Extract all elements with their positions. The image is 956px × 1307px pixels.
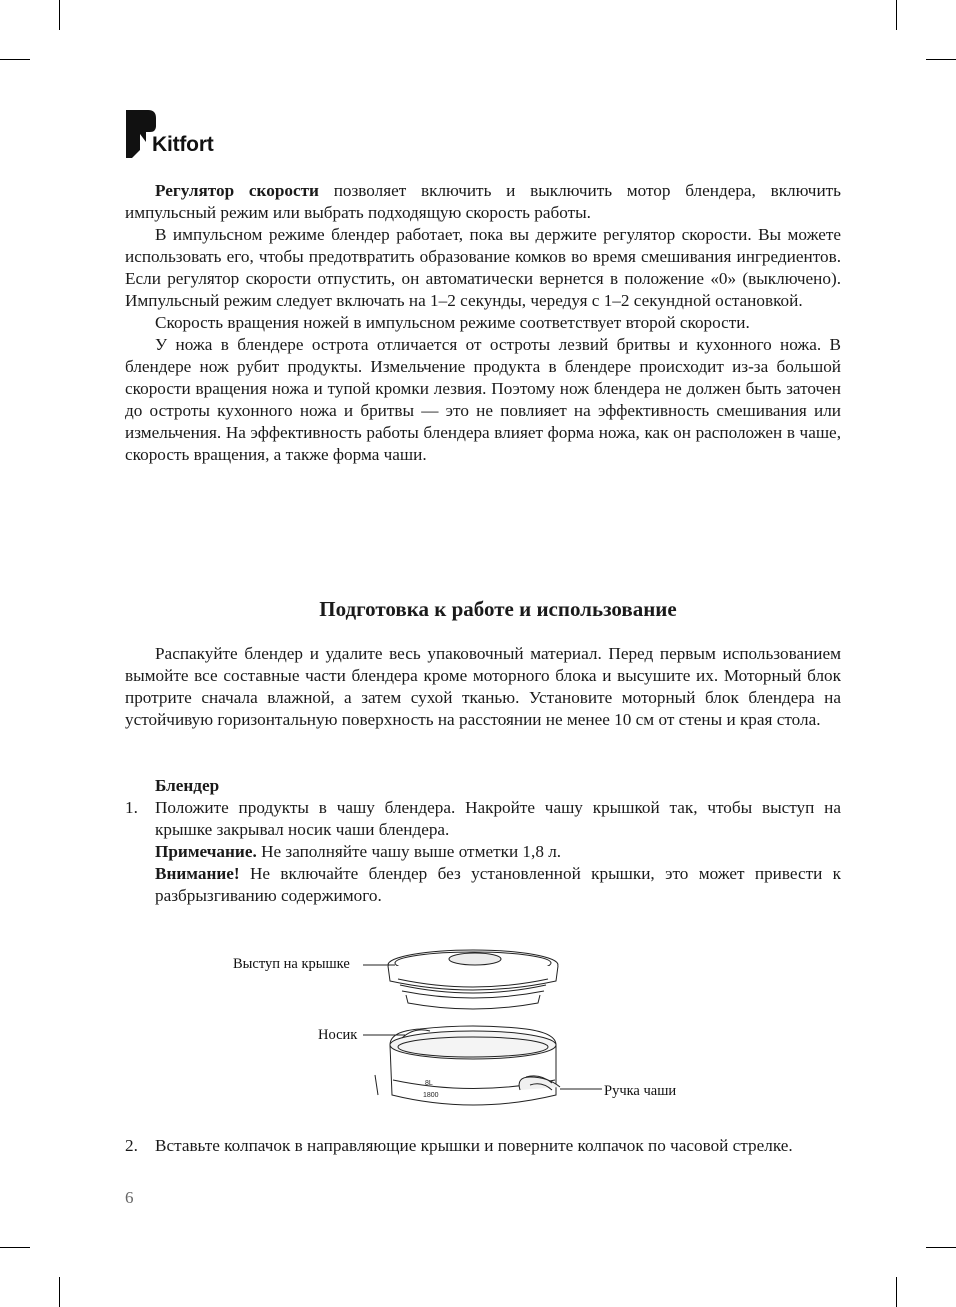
note: Примечание. Не заполняйте чашу выше отметки 1,8 л. [155, 842, 562, 861]
lid-thread [402, 991, 544, 998]
blender-steps [125, 775, 841, 907]
jar-opening [390, 1031, 556, 1059]
warning: Внимание! Не включайте блендер без установленной крышки, это может привести к разбрызгиванию содержимого. [155, 864, 841, 905]
crop-mark [0, 59, 30, 60]
blender-figure [230, 945, 700, 1115]
note-label: Примечание. [155, 842, 257, 861]
paragraph: У ножа в блендере острота отличается от остроты лезвий бритвы и кухонного ножа. В блендере нож рубит продукты. Измельчение продукта в блендере происходит из-за большой скорости вращения ножа и тупой кромки лезвия. Поэтому нож блендера не должен быть заточен до остроты кухонного ножа и бритвы — это не повлияет на эффективность смешивания или измельчения. На эффективность работы блендера влияет форма ножа, как он расположен в чаше, скорость вращения, а также форма чаши. [125, 335, 841, 464]
lid-seal [406, 995, 540, 1009]
label-lid-tab: Выступ на крышке [233, 956, 350, 972]
lid-body [388, 966, 558, 990]
section-title: Подготовка к работе и использование [319, 597, 677, 621]
step-text: Вставьте колпачок в направляющие крышки и поверните колпачок по часовой стрелке. [155, 1136, 793, 1155]
paragraph: Скорость вращения ножей в импульсном режиме соответствует второй скорости. [155, 313, 750, 332]
lid-cap-hole [449, 953, 501, 965]
paragraph: В импульсном режиме блендер работает, пока вы держите регулятор скорости. Вы можете использовать его, чтобы предотвратить образование комков во время смешивания ингредиентов. Если регулятор скорости отпустить, он автоматически вернется в положение «0» (выключено). Импульсный режим следует включать на 1–2 секунды, чередуя с 1–2 секундной остановкой. [125, 225, 841, 310]
list-number: 1. [125, 798, 138, 817]
list-item [125, 797, 841, 907]
list-item [125, 1135, 841, 1157]
brand-name: Kitfort [152, 133, 214, 156]
subheading: Блендер [155, 776, 220, 795]
section-intro [125, 643, 841, 731]
jar-marking-bottom: 1800 [423, 1092, 439, 1099]
jar-edge-line [375, 1075, 378, 1095]
crop-mark [926, 59, 956, 60]
crop-mark [59, 0, 60, 30]
jar-marking-top: 8L [425, 1080, 433, 1087]
crop-mark [896, 0, 897, 30]
label-handle: Ручка чаши [604, 1083, 677, 1099]
crop-mark [926, 1247, 956, 1248]
warning-label: Внимание! [155, 864, 240, 883]
label-spout: Носик [318, 1027, 358, 1043]
page-number: 6 [125, 1188, 134, 1207]
crop-mark [0, 1247, 30, 1248]
bold-lead: Регулятор скорости [155, 181, 319, 200]
paragraph: Распакуйте блендер и удалите весь упаковочный материал. Перед первым использованием вымойте все составные части блендера кроме моторного блока и высушите их. Моторный блок протрите сначала влажной, а затем сухой тканью. Установите моторный блок блендера на устойчивую горизонтальную поверхность на расстоянии не менее 10 см от стены и края стола. [125, 644, 841, 729]
crop-mark [59, 1277, 60, 1307]
paragraph: Регулятор скорости позволяет включить и выключить мотор блендера, включить импульсный режим или выбрать подходящую скорость работы. [125, 181, 841, 222]
blender-step-2 [125, 1135, 841, 1157]
crop-mark [896, 1277, 897, 1307]
list-number: 2. [125, 1136, 138, 1155]
step-text: Положите продукты в чашу блендера. Накройте чашу крышкой так, чтобы выступ на крышке закрывал носик чаши блендера. [155, 798, 841, 839]
intro-text [125, 180, 841, 466]
